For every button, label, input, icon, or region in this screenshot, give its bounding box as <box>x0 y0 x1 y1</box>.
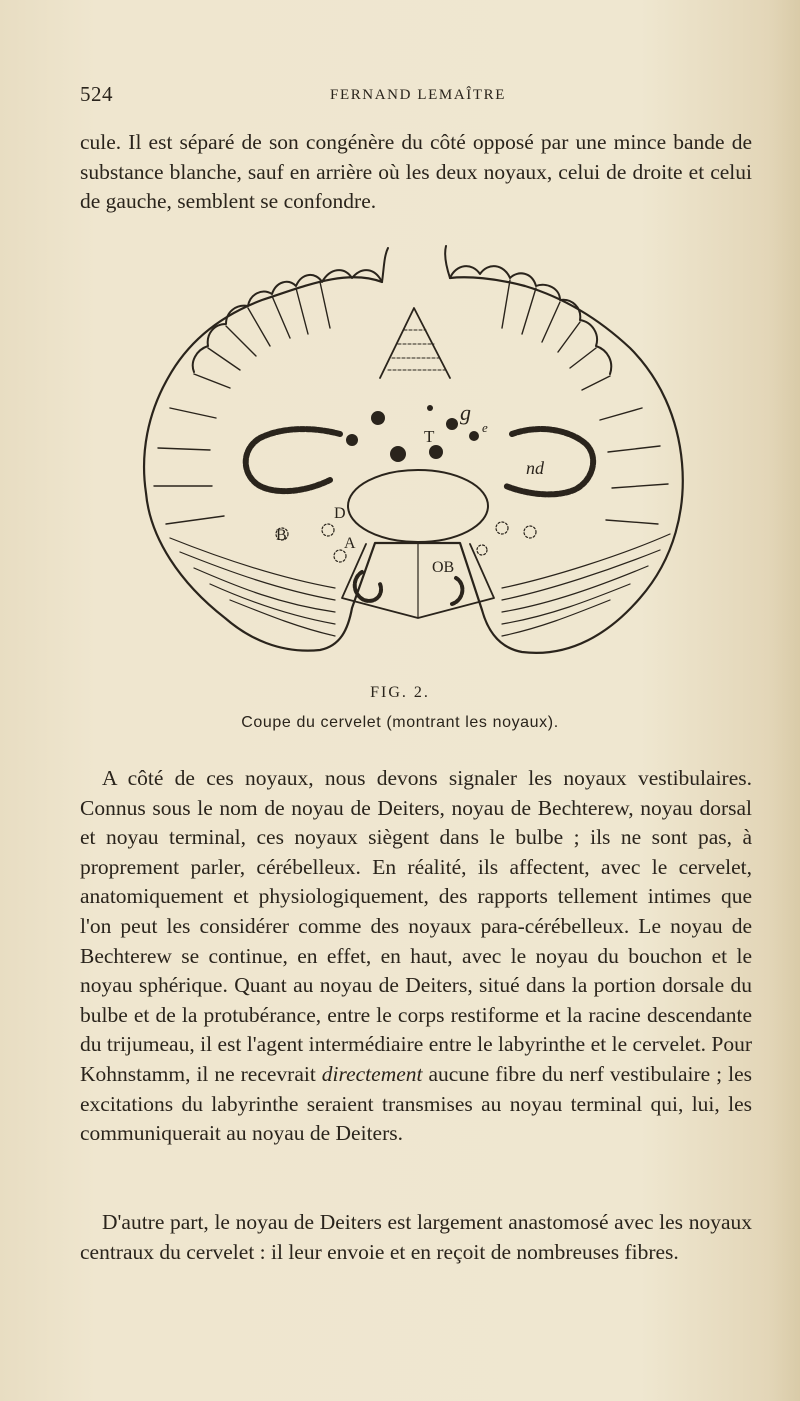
nucleus-dentatus-right <box>506 429 593 494</box>
page-number: 524 <box>80 82 113 106</box>
label-d: D <box>334 505 346 522</box>
folia-lines-right <box>502 280 668 524</box>
vermis-left-stroke <box>382 248 388 282</box>
label-b: B <box>276 527 287 544</box>
paragraph-continued: cule. Il est séparé de son congénère du côté opposé par une mince bande de substance blanche, sauf en arrière où les deux noyaux, celui de droite et celui de gauche, semblent se confondre. <box>80 130 752 214</box>
nucleus-dentatus-left <box>246 429 340 491</box>
peduncle-fibres-left <box>170 538 335 636</box>
nucleus-dot-5 <box>446 418 458 430</box>
vermis-right-stroke <box>445 246 450 278</box>
paragraph-vestibular-nuclei <box>80 764 752 1149</box>
label-t: T <box>424 427 435 446</box>
label-ob: OB <box>432 559 455 576</box>
olive-right <box>452 578 462 604</box>
cerebellum-illustration <box>130 238 700 678</box>
vermis-triangle <box>380 308 450 378</box>
folia-top-right <box>450 266 611 374</box>
small-nucleus-r2 <box>524 526 536 538</box>
cerebellum-section-figure <box>130 238 700 678</box>
label-a: A <box>344 535 356 552</box>
running-head <box>80 82 752 112</box>
small-nucleus-r1 <box>496 522 508 534</box>
label-nd: nd <box>526 458 544 478</box>
figure-caption: Coupe du cervelet (montrant les noyaux). <box>241 714 559 731</box>
nucleus-dot-1 <box>371 411 385 425</box>
vermis-hatching <box>388 330 446 370</box>
peduncle-fibres-right <box>502 534 670 636</box>
label-g: g <box>460 400 471 425</box>
label-e: e <box>482 420 488 435</box>
paragraph-vestibular-text-1: A côté de ces noyaux, nous devons signaler les noyaux vestibulaires. Connus sous le nom de noyau de Deiters, noyau de Bechterew, noyau dorsal et noyau terminal, ces noyaux siègent dans le bulbe ; ils ne sont pas, à proprement parler, cérébelleux. En réalité, ils affectent, avec le cervelet, anatomiquement et physiologiquement, des rapports tellement intimes que l'on peut les considérer comme des noyaux para-cérébelleux. Le noyau de Bechterew se continue, en effet, en haut, avec le noyau du bouchon et le noyau sphérique. Quant au noyau de Deiters, situé dans la portion dorsale du bulbe et de la protubérance, entre le corps restiforme et la racine descendante du trijumeau, il est l'agent intermédiaire entre le labyrinthe et le cervelet. Pour Kohnstamm, il ne recevrait <box>80 766 752 1086</box>
nucleus-dot-7 <box>427 405 433 411</box>
nucleus-dot-4 <box>429 445 443 459</box>
paragraph-vestibular-text-2: aucune fibre du nerf vestibulaire ; les excitations du labyrinthe seraient transmises au noyau terminal qui, lui, les communiquerait au noyau de Deiters. <box>80 1061 752 1146</box>
fourth-ventricle <box>348 470 488 542</box>
running-title: FERNAND LEMAÎTRE <box>330 87 507 103</box>
emphasis-directement: directement <box>321 1061 423 1086</box>
cerebellum-outline <box>144 277 683 653</box>
nucleus-dot-6 <box>469 431 479 441</box>
nucleus-dot-3 <box>390 446 406 462</box>
nucleus-dot-2 <box>346 434 358 446</box>
paragraph-deiters-anastomosis: D'autre part, le noyau de Deiters est largement anastomosé avec les noyaux centraux du cervelet : il leur envoie et en reçoit de nombreuses fibres. <box>80 1210 752 1264</box>
small-nucleus-d <box>322 524 334 536</box>
small-nucleus-r3 <box>477 545 487 555</box>
figure-label: FIG. 2. <box>370 684 430 701</box>
